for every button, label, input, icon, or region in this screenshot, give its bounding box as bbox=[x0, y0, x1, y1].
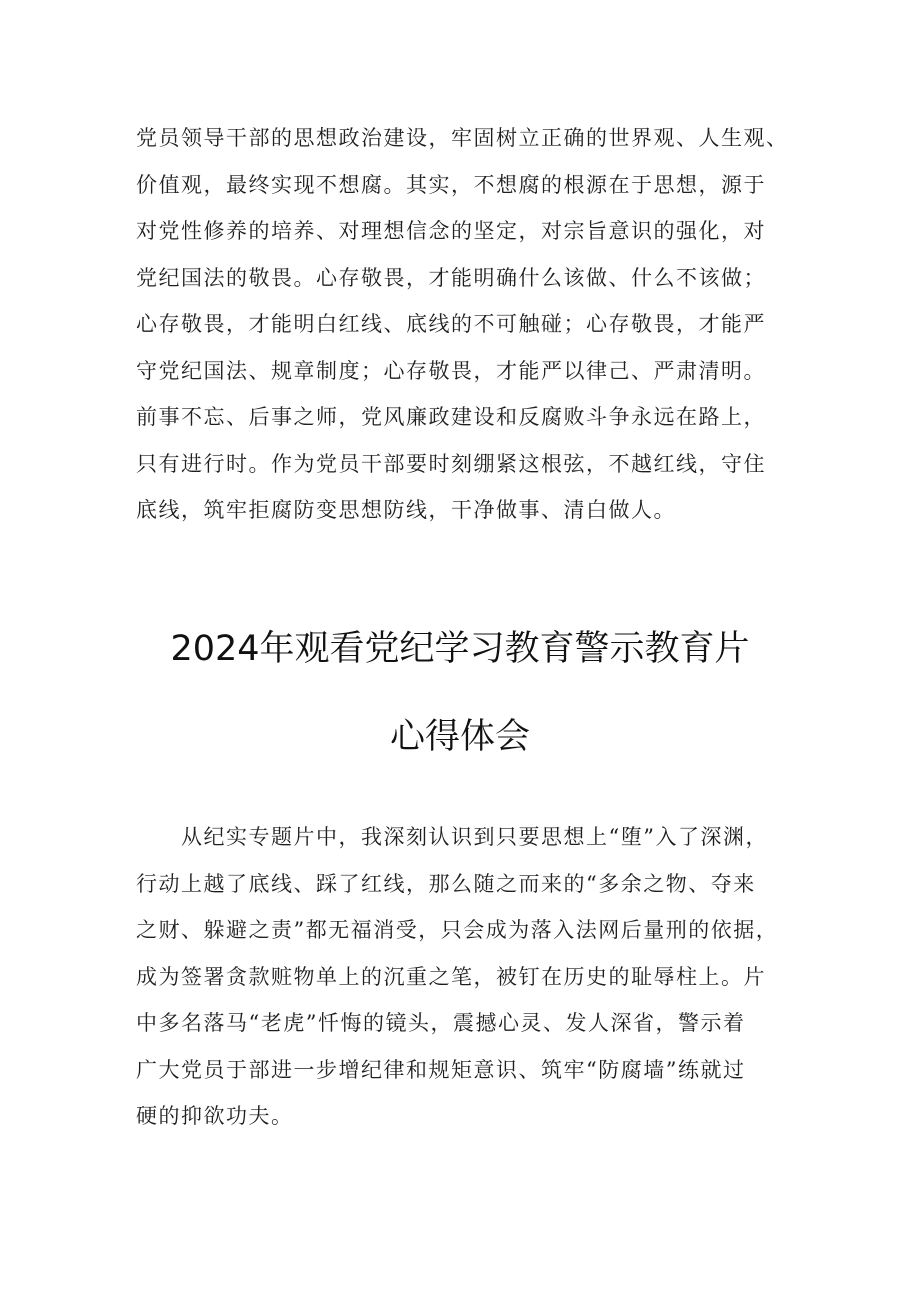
section-title-line-2: 心得体会 bbox=[389, 717, 530, 757]
paragraph-1-line: 党员领导干部的思想政治建设，牢固树立正确的世界观、人生观、 bbox=[136, 126, 789, 150]
section-title-line-1: 2024年观看党纪学习教育警示教育片 bbox=[170, 629, 750, 669]
paragraph-2-line: 硬的抑欲功夫。 bbox=[136, 1104, 294, 1128]
paragraph-2-line: 行动上越了底线、踩了红线，那么随之而来的“多余之物、夺来 bbox=[136, 871, 756, 896]
paragraph-1-line: 前事不忘、后事之师，党风廉政建设和反腐败斗争永远在路上， bbox=[136, 405, 766, 429]
paragraph-2-line: 广大党员于部进一步增纪律和规矩意识、筑牢“防腐墙”练就过 bbox=[136, 1057, 746, 1082]
paragraph-1-line: 守党纪国法、规章制度；心存敬畏，才能严以律己、严肃清明。 bbox=[136, 358, 766, 383]
paragraph-2-line: 中多名落马“老虎”忏悔的镜头，震撼心灵、发人深省，警示着 bbox=[136, 1011, 746, 1035]
paragraph-2-line: 之财、躲避之责”都无福消受，只会成为落入法网后量刑的依据， bbox=[136, 918, 779, 942]
paragraph-1-line: 对党性修养的培养、对理想信念的坚定，对宗旨意识的强化，对 bbox=[136, 219, 766, 243]
body-paragraph-2 bbox=[136, 814, 808, 1140]
paragraph-1-line: 底线，筑牢拒腐防变思想防线，干净做事、清白做人。 bbox=[136, 498, 676, 522]
paragraph-1-line: 价值观，最终实现不想腐。其实，不想腐的根源在于思想，源于 bbox=[136, 172, 766, 197]
paragraph-2-line: 从纪实专题片中，我深刻认识到只要思想上“堕”入了深渊， bbox=[136, 825, 768, 849]
paragraph-1-line: 心存敬畏，才能明白红线、底线的不可触碰；心存敬畏，才能严 bbox=[136, 312, 766, 336]
paragraph-1-line: 党纪国法的敬畏。心存敬畏，才能明确什么该做、什么不该做； bbox=[136, 265, 766, 290]
body-paragraph-1 bbox=[136, 115, 808, 534]
paragraph-1-line: 只有进行时。作为党员干部要时刻绷紧这根弦，不越红线，守住 bbox=[136, 451, 766, 476]
paragraph-2-line: 成为签署贪款赃物单上的沉重之笔，被钉在历史的耻辱柱上。片 bbox=[136, 964, 766, 989]
